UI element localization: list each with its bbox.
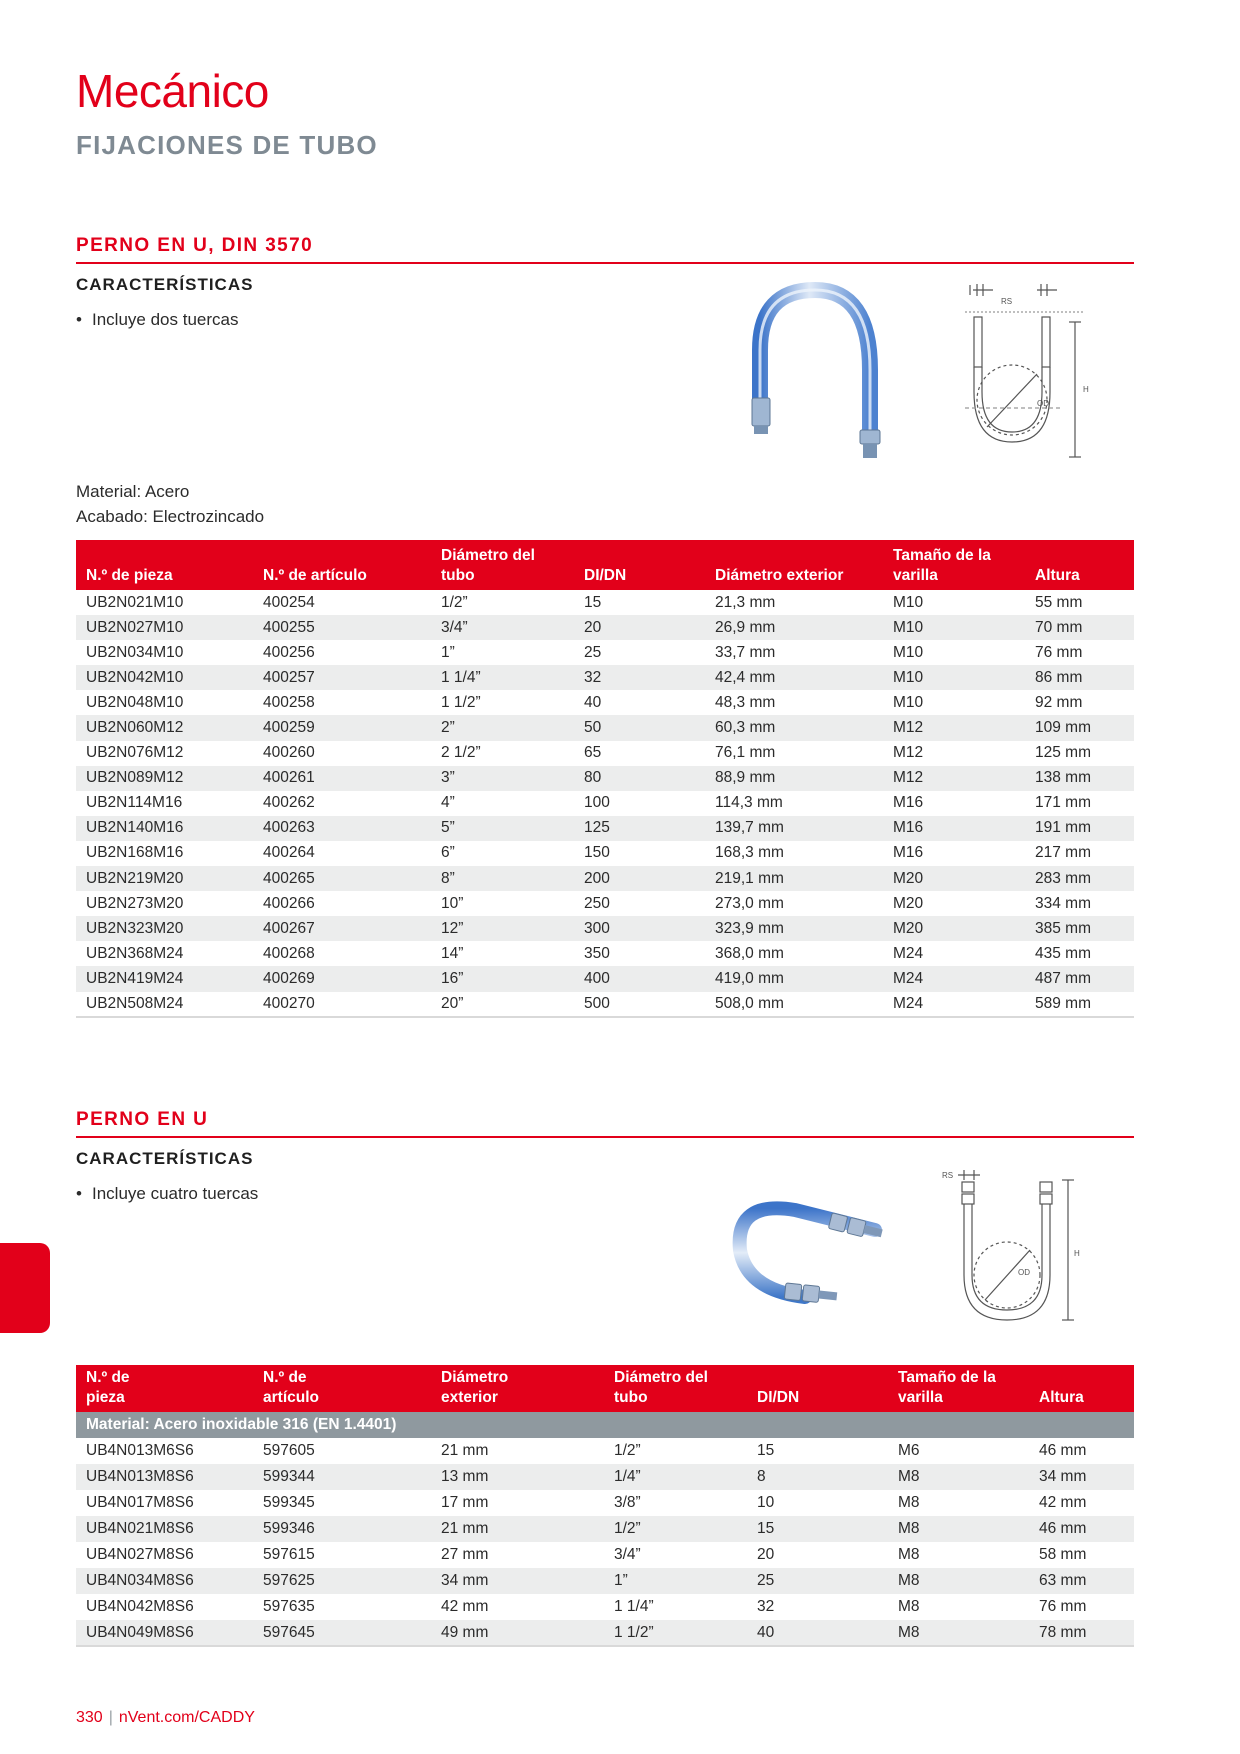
table-row bbox=[76, 866, 1134, 891]
table-row bbox=[76, 1464, 1134, 1490]
table-cell: 12” bbox=[431, 916, 574, 941]
label-rs: RS bbox=[942, 1171, 954, 1180]
table-cell: UB2N021M10 bbox=[86, 593, 184, 611]
table-cell: 138 mm bbox=[1025, 766, 1134, 791]
table-cell: M8 bbox=[898, 1598, 920, 1615]
table-cell: M8 bbox=[898, 1546, 920, 1563]
table-row bbox=[76, 1516, 1134, 1542]
table-header-row bbox=[76, 540, 1134, 590]
table-cell: 6” bbox=[441, 844, 455, 862]
table-row bbox=[76, 1594, 1134, 1620]
table-row bbox=[76, 891, 1134, 916]
col-header: Diámetro del tubo bbox=[431, 540, 574, 590]
table-cell: 42,4 mm bbox=[705, 665, 883, 690]
table-cell: 400259 bbox=[253, 715, 431, 740]
section-title-perno-u: PERNO EN U bbox=[76, 1109, 209, 1130]
table-cell: 400268 bbox=[263, 944, 315, 962]
table-cell: 400254 bbox=[263, 593, 315, 611]
table-cell: 1/4” bbox=[604, 1464, 747, 1490]
u-bolt-technical-drawing bbox=[955, 282, 1125, 467]
table-cell: 400269 bbox=[253, 966, 431, 991]
table-row bbox=[76, 741, 1134, 766]
table-cell: UB2N034M10 bbox=[86, 643, 184, 661]
table-cell: M20 bbox=[893, 894, 924, 912]
table-cell: 20” bbox=[431, 992, 574, 1017]
table-cell: 599346 bbox=[253, 1516, 431, 1542]
spec-table-din3570 bbox=[76, 540, 1134, 1018]
table-cell: 200 bbox=[574, 866, 705, 891]
table-cell: 191 mm bbox=[1025, 816, 1134, 841]
table-cell: 419,0 mm bbox=[705, 966, 883, 991]
table-cell: 400262 bbox=[263, 794, 315, 812]
table-cell: 4” bbox=[441, 794, 455, 812]
table-cell: 217 mm bbox=[1035, 844, 1091, 862]
table-cell: UB4N013M8S6 bbox=[76, 1464, 253, 1490]
table-row bbox=[76, 1620, 1134, 1646]
table-cell: 13 mm bbox=[431, 1464, 604, 1490]
table-cell: 2 1/2” bbox=[441, 744, 481, 762]
table-cell: 334 mm bbox=[1035, 894, 1091, 912]
table-cell: 125 mm bbox=[1035, 744, 1091, 762]
table-cell: M12 bbox=[883, 766, 1025, 791]
table-cell: UB4N042M8S6 bbox=[86, 1598, 194, 1615]
table-row bbox=[76, 966, 1134, 991]
table-body bbox=[76, 1412, 1134, 1646]
table-cell: 599345 bbox=[263, 1494, 315, 1511]
table-cell: M16 bbox=[893, 794, 924, 812]
table-cell: 76 mm bbox=[1035, 643, 1083, 661]
features-title: CARACTERÍSTICAS bbox=[76, 1149, 254, 1168]
section-divider bbox=[76, 1136, 1134, 1138]
table-cell: 78 mm bbox=[1029, 1620, 1134, 1646]
table-cell: 400266 bbox=[263, 894, 315, 912]
table-cell: 32 bbox=[574, 665, 705, 690]
table-cell: UB2N168M16 bbox=[86, 844, 184, 862]
table-cell: 48,3 mm bbox=[715, 693, 776, 711]
table-cell: 400257 bbox=[253, 665, 431, 690]
col-header: Diámetro exterior bbox=[431, 1365, 604, 1412]
table-cell: 400267 bbox=[253, 916, 431, 941]
label-od: OD bbox=[1018, 1268, 1030, 1277]
table-cell: 3/4” bbox=[431, 615, 574, 640]
table-cell: UB2N076M12 bbox=[86, 744, 184, 762]
col-header: N.º de artículo bbox=[253, 1365, 431, 1412]
table-cell: 1/2” bbox=[441, 593, 468, 611]
table-cell: 32 bbox=[757, 1598, 775, 1615]
table-cell: M12 bbox=[893, 744, 924, 762]
table-cell: UB4N021M8S6 bbox=[76, 1516, 253, 1542]
table-cell: M20 bbox=[883, 866, 1025, 891]
table-cell: 400256 bbox=[263, 643, 315, 661]
table-cell: 17 mm bbox=[441, 1494, 489, 1511]
table-cell: UB2N508M24 bbox=[76, 992, 253, 1017]
table-cell: UB4N049M8S6 bbox=[76, 1620, 253, 1646]
material-row bbox=[76, 1412, 1134, 1438]
table-row bbox=[76, 916, 1134, 941]
table-cell: 27 mm bbox=[441, 1546, 489, 1563]
table-cell: 49 mm bbox=[431, 1620, 604, 1646]
table-cell: 25 bbox=[747, 1568, 888, 1594]
table-cell: M10 bbox=[893, 693, 924, 711]
table-cell: 5” bbox=[431, 816, 574, 841]
table-cell: UB4N027M8S6 bbox=[86, 1546, 194, 1563]
table-cell: 3/4” bbox=[614, 1546, 641, 1563]
page-footer bbox=[76, 1709, 255, 1727]
table-cell: 139,7 mm bbox=[705, 816, 883, 841]
col-header: DI/DN bbox=[747, 1365, 888, 1412]
table-cell: 65 bbox=[584, 744, 602, 762]
table-header-row bbox=[76, 1365, 1134, 1412]
col-header: Diámetro del tubo bbox=[604, 1365, 747, 1412]
section-title-perno-u-din: PERNO EN U, DIN 3570 bbox=[76, 235, 314, 256]
table-cell: M12 bbox=[883, 715, 1025, 740]
u-bolt-photo bbox=[730, 280, 900, 470]
table-row bbox=[76, 640, 1134, 665]
table-row bbox=[76, 1438, 1134, 1464]
table-cell: 21 mm bbox=[431, 1516, 604, 1542]
table-cell: 323,9 mm bbox=[705, 916, 883, 941]
table-row bbox=[76, 791, 1134, 816]
table-cell: 55 mm bbox=[1035, 593, 1083, 611]
table-cell: UB2N273M20 bbox=[86, 894, 184, 912]
table-cell: 26,9 mm bbox=[705, 615, 883, 640]
table-row bbox=[76, 665, 1134, 690]
table-row bbox=[76, 1542, 1134, 1568]
label-od: OD bbox=[1037, 399, 1049, 408]
table-cell: M8 bbox=[888, 1464, 1029, 1490]
table-cell: 42 mm bbox=[1039, 1494, 1087, 1511]
table-cell: UB4N017M8S6 bbox=[86, 1494, 194, 1511]
table-cell: M10 bbox=[883, 615, 1025, 640]
table-cell: 597635 bbox=[263, 1598, 315, 1615]
table-cell: M16 bbox=[893, 844, 924, 862]
table-cell: M6 bbox=[898, 1442, 920, 1459]
table-row bbox=[76, 992, 1134, 1017]
table-row bbox=[76, 690, 1134, 715]
bullet-dot-icon: • bbox=[76, 1184, 82, 1203]
table-cell: 15 bbox=[757, 1442, 775, 1459]
features-title: CARACTERÍSTICAS bbox=[76, 275, 254, 294]
feature-bullet bbox=[76, 1184, 258, 1204]
table-cell: 1/2” bbox=[604, 1516, 747, 1542]
table-cell: UB2N323M20 bbox=[76, 916, 253, 941]
table-cell: 171 mm bbox=[1035, 794, 1091, 812]
table-cell: 400263 bbox=[253, 816, 431, 841]
table-cell: 400 bbox=[574, 966, 705, 991]
side-tab-marker bbox=[0, 1243, 50, 1333]
table-cell: 385 mm bbox=[1025, 916, 1134, 941]
table-cell: M8 bbox=[898, 1494, 920, 1511]
section-divider bbox=[76, 262, 1134, 264]
table-cell: 20 bbox=[574, 615, 705, 640]
table-cell: 400258 bbox=[263, 693, 315, 711]
page-title: Mecánico bbox=[76, 65, 269, 117]
table-cell: 400261 bbox=[253, 766, 431, 791]
table-cell: 500 bbox=[574, 992, 705, 1017]
table-cell: 400255 bbox=[253, 615, 431, 640]
col-header: Tamaño de la varilla bbox=[888, 1365, 1029, 1412]
table-cell: 1 1/2” bbox=[441, 693, 481, 711]
table-cell: 80 bbox=[574, 766, 705, 791]
table-cell: 400260 bbox=[263, 744, 315, 762]
u-bolt-technical-drawing bbox=[940, 1160, 1100, 1330]
finish-text: Acabado: Electrozincado bbox=[76, 507, 265, 526]
table-cell: M24 bbox=[883, 966, 1025, 991]
col-header: Tamaño de la varilla bbox=[883, 540, 1025, 590]
table-cell: M10 bbox=[893, 593, 924, 611]
table-cell: M20 bbox=[883, 916, 1025, 941]
table-cell: 597615 bbox=[263, 1546, 315, 1563]
table-cell: 20 bbox=[757, 1546, 775, 1563]
table-cell: 60,3 mm bbox=[705, 715, 883, 740]
table-cell: UB2N114M16 bbox=[86, 794, 183, 812]
table-cell: 1” bbox=[441, 643, 455, 661]
table-cell: 589 mm bbox=[1025, 992, 1134, 1017]
table-cell: 125 bbox=[574, 816, 705, 841]
table-cell: M10 bbox=[893, 643, 924, 661]
table-cell: 2” bbox=[431, 715, 574, 740]
feature-text: Incluye cuatro tuercas bbox=[92, 1184, 259, 1203]
col-header: N.º de artículo bbox=[253, 540, 431, 590]
label-h: H bbox=[1074, 1249, 1080, 1258]
table-cell: 58 mm bbox=[1039, 1546, 1087, 1563]
table-cell: 34 mm bbox=[431, 1568, 604, 1594]
table-cell: 597645 bbox=[253, 1620, 431, 1646]
table-cell: 1 1/2” bbox=[604, 1620, 747, 1646]
table-cell: 1/2” bbox=[614, 1442, 641, 1459]
table-cell: UB2N048M10 bbox=[86, 693, 184, 711]
footer-separator: | bbox=[108, 1709, 113, 1726]
table-cell: 597605 bbox=[263, 1442, 315, 1459]
table-cell: 435 mm bbox=[1035, 944, 1091, 962]
table-cell: 283 mm bbox=[1025, 866, 1134, 891]
table-cell: 42 mm bbox=[441, 1598, 489, 1615]
col-header: Altura bbox=[1029, 1365, 1134, 1412]
table-cell: 1” bbox=[604, 1568, 747, 1594]
table-cell: M24 bbox=[893, 944, 924, 962]
table-cell: 3” bbox=[431, 766, 574, 791]
table-cell: UB2N060M12 bbox=[76, 715, 253, 740]
table-cell: UB2N140M16 bbox=[76, 816, 253, 841]
u-bolt-photo bbox=[725, 1185, 905, 1315]
table-cell: UB4N034M8S6 bbox=[76, 1568, 253, 1594]
table-cell: 63 mm bbox=[1029, 1568, 1134, 1594]
table-cell: 8” bbox=[431, 866, 574, 891]
table-cell: 368,0 mm bbox=[715, 944, 784, 962]
col-header: N.º de pieza bbox=[76, 1365, 253, 1412]
col-header: N.º de pieza bbox=[76, 540, 253, 590]
table-row bbox=[76, 715, 1134, 740]
table-cell: 114,3 mm bbox=[715, 794, 783, 812]
table-cell: 599344 bbox=[253, 1464, 431, 1490]
table-cell: UB2N042M10 bbox=[76, 665, 253, 690]
table-cell: 21,3 mm bbox=[715, 593, 776, 611]
table-cell: 8 bbox=[747, 1464, 888, 1490]
table-cell: UB2N219M20 bbox=[76, 866, 253, 891]
label-rs: RS bbox=[1001, 297, 1013, 306]
table-cell: 10 bbox=[757, 1494, 775, 1511]
table-cell: M16 bbox=[883, 816, 1025, 841]
table-cell: UB2N419M24 bbox=[76, 966, 253, 991]
table-cell: 168,3 mm bbox=[715, 844, 784, 862]
col-header: Diámetro exterior bbox=[705, 540, 883, 590]
table-cell: 40 bbox=[747, 1620, 888, 1646]
table-cell: UB2N368M24 bbox=[86, 944, 184, 962]
table-cell: 25 bbox=[584, 643, 602, 661]
table-cell: M8 bbox=[888, 1620, 1029, 1646]
material-text: Material: Acero bbox=[76, 482, 190, 501]
table-cell: 219,1 mm bbox=[705, 866, 883, 891]
table-cell: M8 bbox=[888, 1568, 1029, 1594]
table-cell: M24 bbox=[883, 992, 1025, 1017]
col-header: Altura bbox=[1025, 540, 1134, 590]
table-cell: 109 mm bbox=[1025, 715, 1134, 740]
material-cell: Material: Acero inoxidable 316 (EN 1.4401) bbox=[76, 1412, 1134, 1438]
table-cell: 400264 bbox=[263, 844, 315, 862]
table-cell: 33,7 mm bbox=[715, 643, 776, 661]
table-cell: 100 bbox=[584, 794, 610, 812]
table-row bbox=[76, 941, 1134, 966]
table-cell: 400265 bbox=[253, 866, 431, 891]
feature-bullet bbox=[76, 310, 238, 330]
table-row bbox=[76, 841, 1134, 866]
table-cell: 10” bbox=[441, 894, 464, 912]
table-cell: 1 1/4” bbox=[431, 665, 574, 690]
table-cell: 86 mm bbox=[1025, 665, 1134, 690]
table-row bbox=[76, 590, 1134, 615]
table-cell: 508,0 mm bbox=[705, 992, 883, 1017]
table-cell: 14” bbox=[441, 944, 464, 962]
table-cell: 76 mm bbox=[1039, 1598, 1087, 1615]
table-cell: 1 1/4” bbox=[614, 1598, 654, 1615]
table-row bbox=[76, 615, 1134, 640]
table-cell: 400270 bbox=[253, 992, 431, 1017]
label-h: H bbox=[1083, 385, 1089, 394]
table-cell: 21 mm bbox=[441, 1442, 489, 1459]
table-cell: 15 bbox=[584, 593, 602, 611]
table-cell: 273,0 mm bbox=[715, 894, 784, 912]
table-cell: 40 bbox=[584, 693, 602, 711]
page-subtitle: FIJACIONES DE TUBO bbox=[76, 130, 378, 160]
table-cell: 350 bbox=[584, 944, 610, 962]
table-row bbox=[76, 816, 1134, 841]
table-cell: M10 bbox=[883, 665, 1025, 690]
spec-table-stainless bbox=[76, 1365, 1134, 1647]
table-cell: 50 bbox=[574, 715, 705, 740]
table-row bbox=[76, 1568, 1134, 1594]
table-cell: UB2N089M12 bbox=[76, 766, 253, 791]
table-cell: 46 mm bbox=[1029, 1516, 1134, 1542]
table-cell: UB4N013M6S6 bbox=[86, 1442, 194, 1459]
table-row bbox=[76, 766, 1134, 791]
footer-link[interactable]: nVent.com/CADDY bbox=[118, 1709, 255, 1726]
table-cell: 92 mm bbox=[1035, 693, 1083, 711]
table-cell: 597625 bbox=[253, 1568, 431, 1594]
feature-text: Incluye dos tuercas bbox=[92, 310, 239, 329]
table-body bbox=[76, 590, 1134, 1017]
table-cell: 150 bbox=[584, 844, 610, 862]
table-cell: UB2N027M10 bbox=[76, 615, 253, 640]
table-cell: 15 bbox=[747, 1516, 888, 1542]
table-cell: M8 bbox=[888, 1516, 1029, 1542]
table-cell: 46 mm bbox=[1039, 1442, 1087, 1459]
table-cell: 88,9 mm bbox=[705, 766, 883, 791]
table-cell: 250 bbox=[584, 894, 610, 912]
col-header: DI/DN bbox=[574, 540, 705, 590]
page-number: 330 bbox=[76, 1709, 103, 1726]
bullet-dot-icon: • bbox=[76, 310, 82, 329]
table-cell: 76,1 mm bbox=[715, 744, 776, 762]
table-row bbox=[76, 1490, 1134, 1516]
table-cell: 16” bbox=[431, 966, 574, 991]
table-cell: 3/8” bbox=[614, 1494, 641, 1511]
table-cell: 70 mm bbox=[1025, 615, 1134, 640]
table-cell: 34 mm bbox=[1029, 1464, 1134, 1490]
table-cell: 300 bbox=[574, 916, 705, 941]
table-cell: 487 mm bbox=[1025, 966, 1134, 991]
